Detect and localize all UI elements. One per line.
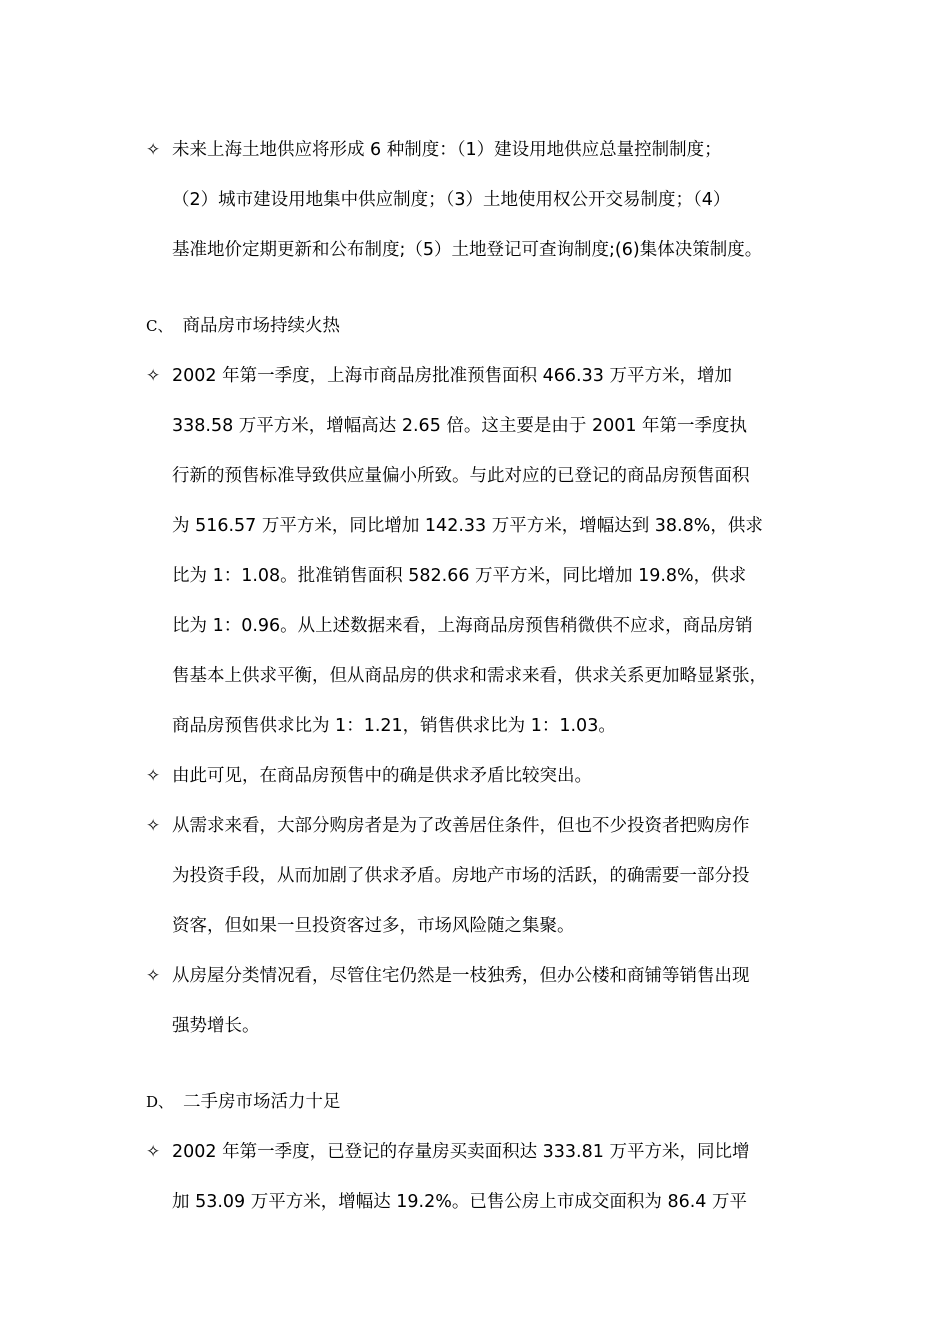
section-title: 二手房市场活力十足 <box>183 1092 341 1112</box>
paragraph-line: 行新的预售标准导致供应量偏小所致。与此对应的已登记的商品房预售面积 <box>172 466 750 486</box>
paragraph-line: 比为 1：0.96。从上述数据来看，上海商品房预售稍微供不应求，商品房销 <box>172 616 753 636</box>
section-heading <box>146 301 950 351</box>
paragraph-line: 比为 1：1.08。批准销售面积 582.66 万平方米，同比增加 19.8%，供求 <box>172 566 747 586</box>
bullet-paragraph <box>146 751 812 801</box>
paragraph-line: 338.58 万平方米，增幅高达 2.65 倍。这主要是由于 2001 年第一季度执 <box>172 416 748 436</box>
bullet-paragraph <box>146 1127 812 1227</box>
paragraph-line: 从房屋分类情况看，尽管住宅仍然是一枝独秀，但办公楼和商铺等销售出现 <box>172 966 750 986</box>
paragraph-line: 强势增长。 <box>172 1016 260 1036</box>
paragraph-line: 为 516.57 万平方米，同比增加 142.33 万平方米，增幅达到 38.8%，供求 <box>172 516 763 536</box>
diamond-bullet-icon: ✧ <box>146 966 161 986</box>
section-heading <box>146 1077 950 1127</box>
paragraph-line: 从需求来看，大部分购房者是为了改善居住条件，但也不少投资者把购房作 <box>172 816 750 836</box>
paragraph-line: 售基本上供求平衡，但从商品房的供求和需求来看，供求关系更加略显紧张， <box>172 666 767 686</box>
paragraph-line: 商品房预售供求比为 1：1.21，销售供求比为 1：1.03。 <box>172 716 616 736</box>
bullet-paragraph <box>146 951 812 1051</box>
bullet-paragraph <box>146 801 812 951</box>
diamond-bullet-icon: ✧ <box>146 366 161 386</box>
section-letter: D、 <box>146 1093 174 1111</box>
section-title: 商品房市场持续火热 <box>182 316 340 336</box>
bullet-paragraph <box>146 125 812 275</box>
diamond-bullet-icon: ✧ <box>146 1142 161 1162</box>
diamond-bullet-icon: ✧ <box>146 140 161 160</box>
paragraph-line: 加 53.09 万平方米，增幅达 19.2%。已售公房上市成交面积为 86.4 万平 <box>172 1192 747 1212</box>
paragraph-line: 2002 年第一季度，上海市商品房批准预售面积 466.33 万平方米，增加 <box>172 366 732 386</box>
paragraph-line: 2002 年第一季度，已登记的存量房买卖面积达 333.81 万平方米，同比增 <box>172 1142 750 1162</box>
paragraph-line: 未来上海土地供应将形成 6 种制度：（1）建设用地供应总量控制制度； <box>172 140 722 160</box>
paragraph-line: 为投资手段，从而加剧了供求矛盾。房地产市场的活跃，的确需要一部分投 <box>172 866 750 886</box>
paragraph-line: 基准地价定期更新和公布制度;（5）土地登记可查询制度;(6)集体决策制度。 <box>172 240 763 260</box>
diamond-bullet-icon: ✧ <box>146 766 161 786</box>
diamond-bullet-icon: ✧ <box>146 816 161 836</box>
bullet-paragraph <box>146 351 812 751</box>
section-letter: C、 <box>146 317 173 335</box>
paragraph-line: （2）城市建设用地集中供应制度；（3）土地使用权公开交易制度；（4） <box>172 190 731 210</box>
paragraph-line: 由此可见，在商品房预售中的确是供求矛盾比较突出。 <box>172 766 592 786</box>
paragraph-line: 资客，但如果一旦投资客过多，市场风险随之集聚。 <box>172 916 575 936</box>
